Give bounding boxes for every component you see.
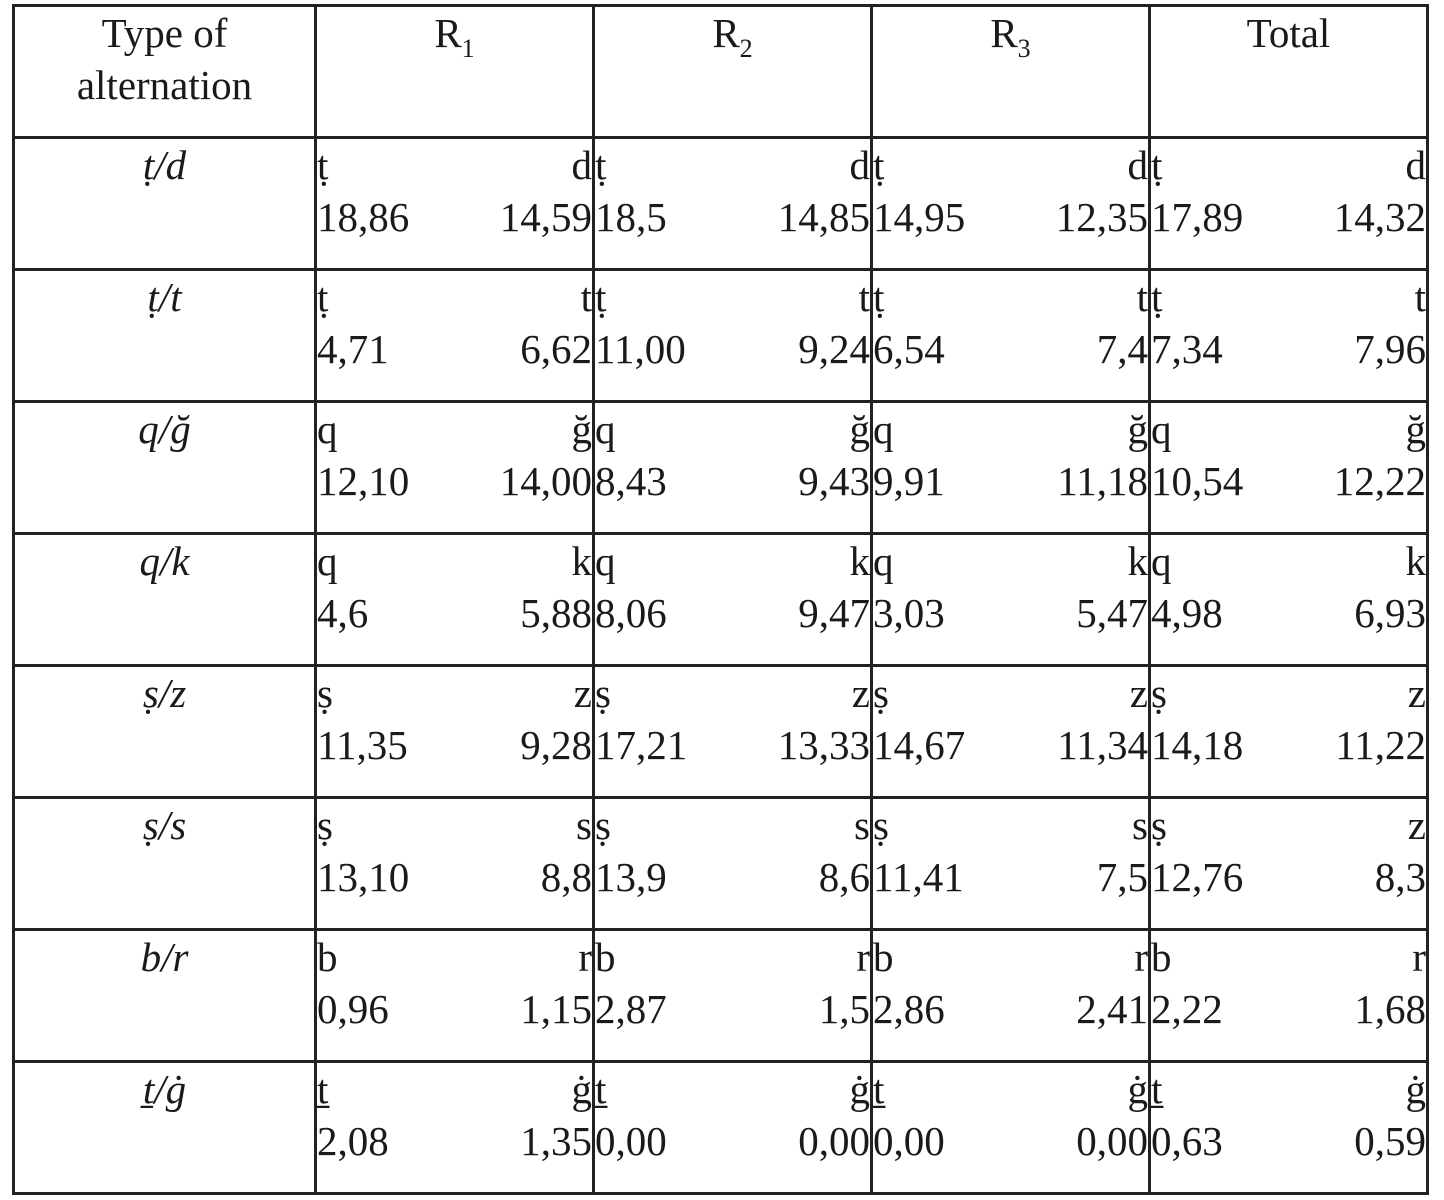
- left-letter: ṣ: [873, 670, 889, 716]
- right-value: 5,88: [520, 590, 592, 636]
- value-line: [1151, 587, 1426, 639]
- right-value: 13,33: [777, 722, 870, 768]
- table-row: [14, 1062, 1428, 1194]
- letter-line: [1151, 667, 1426, 719]
- table-row: [14, 798, 1428, 930]
- left-value: 6,54: [873, 326, 945, 372]
- left-letter: ṭ: [1151, 274, 1163, 320]
- right-value: 1,35: [520, 1118, 592, 1164]
- frequency-pair-cell: [1150, 666, 1428, 798]
- right-letter: k: [1127, 538, 1148, 584]
- right-value: 9,28: [520, 722, 592, 768]
- left-value: 3,03: [873, 590, 945, 636]
- left-value: 17,89: [1151, 194, 1244, 240]
- letter-line: [317, 799, 592, 851]
- left-value: 2,87: [595, 986, 667, 1032]
- region-header-r1: [316, 6, 594, 138]
- left-value: 10,54: [1151, 458, 1244, 504]
- right-value: 8,8: [540, 854, 592, 900]
- letter-line: [317, 535, 592, 587]
- value-line: [873, 719, 1148, 771]
- right-value: 6,62: [520, 326, 592, 372]
- value-line: [317, 983, 592, 1035]
- frequency-pair-cell: [872, 930, 1150, 1062]
- left-value: 4,6: [317, 590, 369, 636]
- value-line: [873, 455, 1148, 507]
- right-value: 12,22: [1333, 458, 1426, 504]
- left-value: 11,35: [317, 722, 408, 768]
- right-letter: z: [851, 670, 870, 716]
- right-letter: ğ: [849, 406, 870, 452]
- letter-line: [317, 1063, 592, 1115]
- right-letter: r: [1134, 934, 1148, 980]
- right-value: 11,18: [1057, 458, 1148, 504]
- frequency-pair-cell: [316, 534, 594, 666]
- letter-line: [595, 931, 870, 983]
- letter-line: [873, 667, 1148, 719]
- frequency-pair-cell: [594, 402, 872, 534]
- right-value: 7,4: [1096, 326, 1148, 372]
- frequency-pair-cell: [316, 270, 594, 402]
- left-letter: b: [317, 934, 338, 980]
- right-letter: k: [849, 538, 870, 584]
- value-line: [595, 851, 870, 903]
- letter-line: [1151, 931, 1426, 983]
- frequency-pair-cell: [316, 930, 594, 1062]
- left-value: 4,71: [317, 326, 389, 372]
- left-letter: ṭ: [595, 274, 607, 320]
- left-value: 7,34: [1151, 326, 1223, 372]
- header-row: [14, 6, 1428, 138]
- value-line: [1151, 851, 1426, 903]
- letter-line: [873, 271, 1148, 323]
- value-line: [317, 587, 592, 639]
- left-value: 0,63: [1151, 1118, 1223, 1164]
- value-line: [317, 455, 592, 507]
- right-value: 12,35: [1055, 194, 1148, 240]
- right-letter: ġ: [849, 1066, 870, 1112]
- right-letter: t: [858, 274, 870, 320]
- type-header-line1: Type of: [101, 10, 228, 56]
- left-letter: ṣ: [1151, 670, 1167, 716]
- right-value: 7,96: [1354, 326, 1426, 372]
- frequency-pair-cell: [316, 138, 594, 270]
- right-value: 1,5: [818, 986, 870, 1032]
- letter-line: [595, 1063, 870, 1115]
- letter-line: [317, 271, 592, 323]
- value-line: [1151, 1115, 1426, 1167]
- left-letter: ṭ: [317, 142, 329, 188]
- frequency-pair-cell: [316, 402, 594, 534]
- value-line: [595, 983, 870, 1035]
- right-letter: ġ: [1127, 1066, 1148, 1112]
- left-letter: ṯ: [595, 1066, 607, 1112]
- alternation-type-cell: ṭ/d: [14, 138, 316, 270]
- left-letter: ṯ: [873, 1066, 885, 1112]
- letter-line: [595, 535, 870, 587]
- left-value: 0,96: [317, 986, 389, 1032]
- left-letter: q: [317, 538, 338, 584]
- frequency-pair-cell: [872, 402, 1150, 534]
- right-value: 9,43: [798, 458, 870, 504]
- right-value: 14,85: [777, 194, 870, 240]
- right-value: 5,47: [1076, 590, 1148, 636]
- letter-line: [595, 403, 870, 455]
- letter-line: [873, 139, 1148, 191]
- letter-line: [595, 139, 870, 191]
- frequency-pair-cell: [316, 798, 594, 930]
- letter-line: [317, 139, 592, 191]
- right-letter: k: [571, 538, 592, 584]
- left-letter: ṣ: [1151, 802, 1167, 848]
- left-value: 14,18: [1151, 722, 1244, 768]
- left-letter: b: [1151, 934, 1172, 980]
- letter-line: [1151, 535, 1426, 587]
- left-value: 17,21: [595, 722, 688, 768]
- left-letter: ṯ: [1151, 1066, 1163, 1112]
- region-header-base: R: [990, 10, 1018, 56]
- frequency-pair-cell: [1150, 270, 1428, 402]
- alternation-type-cell: ṣ/s: [14, 798, 316, 930]
- total-header: Total: [1150, 6, 1428, 138]
- left-value: 14,95: [873, 194, 966, 240]
- table-row: [14, 270, 1428, 402]
- value-line: [1151, 719, 1426, 771]
- right-value: 9,24: [798, 326, 870, 372]
- alternation-type-cell: ṯ/ġ: [14, 1062, 316, 1194]
- letter-line: [317, 931, 592, 983]
- right-value: 2,41: [1076, 986, 1148, 1032]
- left-letter: q: [873, 406, 894, 452]
- alternation-type-cell: b/r: [14, 930, 316, 1062]
- value-line: [595, 587, 870, 639]
- left-letter: b: [595, 934, 616, 980]
- left-letter: ṣ: [317, 802, 333, 848]
- right-letter: ġ: [571, 1066, 592, 1112]
- left-value: 13,10: [317, 854, 410, 900]
- region-header-r3: [872, 6, 1150, 138]
- frequency-pair-cell: [594, 138, 872, 270]
- right-letter: d: [1405, 142, 1426, 188]
- frequency-pair-cell: [316, 1062, 594, 1194]
- left-value: 8,43: [595, 458, 667, 504]
- right-letter: t: [580, 274, 592, 320]
- frequency-pair-cell: [594, 798, 872, 930]
- left-letter: q: [1151, 406, 1172, 452]
- left-letter: ṣ: [873, 802, 889, 848]
- right-letter: r: [856, 934, 870, 980]
- left-letter: q: [1151, 538, 1172, 584]
- table-row: [14, 138, 1428, 270]
- region-header-base: R: [712, 10, 740, 56]
- left-value: 2,86: [873, 986, 945, 1032]
- left-value: 11,41: [873, 854, 964, 900]
- left-value: 0,00: [873, 1118, 945, 1164]
- letter-line: [595, 667, 870, 719]
- value-line: [873, 323, 1148, 375]
- right-value: 14,00: [499, 458, 592, 504]
- left-letter: ṭ: [873, 274, 885, 320]
- right-letter: s: [1132, 802, 1148, 848]
- letter-line: [873, 535, 1148, 587]
- letter-line: [595, 799, 870, 851]
- region-header-subscript: 1: [461, 34, 475, 63]
- frequency-pair-cell: [872, 1062, 1150, 1194]
- letter-line: [317, 667, 592, 719]
- right-letter: d: [849, 142, 870, 188]
- frequency-pair-cell: [872, 666, 1150, 798]
- letter-line: [1151, 1063, 1426, 1115]
- left-letter: ṭ: [595, 142, 607, 188]
- table-body: [14, 138, 1428, 1194]
- right-value: 1,68: [1354, 986, 1426, 1032]
- value-line: [317, 851, 592, 903]
- right-letter: d: [1127, 142, 1148, 188]
- value-line: [595, 1115, 870, 1167]
- right-letter: r: [1412, 934, 1426, 980]
- value-line: [317, 323, 592, 375]
- left-letter: ṣ: [595, 802, 611, 848]
- value-line: [873, 587, 1148, 639]
- frequency-pair-cell: [1150, 138, 1428, 270]
- left-letter: ṯ: [317, 1066, 329, 1112]
- value-line: [1151, 191, 1426, 243]
- right-letter: ğ: [571, 406, 592, 452]
- type-of-alternation-header: [14, 6, 316, 138]
- table-row: [14, 402, 1428, 534]
- alternation-type-cell: q/k: [14, 534, 316, 666]
- left-letter: q: [595, 406, 616, 452]
- frequency-pair-cell: [594, 270, 872, 402]
- right-value: 8,6: [818, 854, 870, 900]
- value-line: [317, 719, 592, 771]
- right-value: 14,59: [499, 194, 592, 240]
- value-line: [595, 455, 870, 507]
- letter-line: [873, 1063, 1148, 1115]
- value-line: [1151, 983, 1426, 1035]
- right-letter: ğ: [1405, 406, 1426, 452]
- letter-line: [873, 931, 1148, 983]
- letter-line: [1151, 139, 1426, 191]
- right-letter: s: [576, 802, 592, 848]
- frequency-pair-cell: [1150, 798, 1428, 930]
- right-value: 8,3: [1374, 854, 1426, 900]
- letter-line: [317, 403, 592, 455]
- right-letter: z: [1407, 802, 1426, 848]
- left-letter: q: [595, 538, 616, 584]
- left-letter: ṣ: [595, 670, 611, 716]
- left-value: 4,98: [1151, 590, 1223, 636]
- left-value: 12,76: [1151, 854, 1244, 900]
- letter-line: [873, 403, 1148, 455]
- left-value: 9,91: [873, 458, 945, 504]
- letter-line: [1151, 403, 1426, 455]
- right-letter: s: [854, 802, 870, 848]
- right-value: 6,93: [1354, 590, 1426, 636]
- left-letter: ṭ: [1151, 142, 1163, 188]
- table-row: [14, 930, 1428, 1062]
- left-letter: q: [873, 538, 894, 584]
- left-value: 2,22: [1151, 986, 1223, 1032]
- right-value: 0,00: [798, 1118, 870, 1164]
- value-line: [317, 191, 592, 243]
- left-letter: ṭ: [317, 274, 329, 320]
- right-letter: ğ: [1127, 406, 1148, 452]
- right-value: 11,22: [1335, 722, 1426, 768]
- right-value: 14,32: [1333, 194, 1426, 240]
- region-header-base: R: [434, 10, 462, 56]
- frequency-pair-cell: [872, 270, 1150, 402]
- frequency-pair-cell: [1150, 930, 1428, 1062]
- letter-line: [1151, 271, 1426, 323]
- value-line: [317, 1115, 592, 1167]
- letter-line: [1151, 799, 1426, 851]
- right-letter: z: [1407, 670, 1426, 716]
- right-letter: d: [571, 142, 592, 188]
- value-line: [595, 719, 870, 771]
- frequency-pair-cell: [594, 534, 872, 666]
- right-letter: z: [573, 670, 592, 716]
- right-value: 11,34: [1057, 722, 1148, 768]
- right-letter: t: [1136, 274, 1148, 320]
- left-value: 14,67: [873, 722, 966, 768]
- region-header-subscript: 3: [1017, 34, 1031, 63]
- left-value: 0,00: [595, 1118, 667, 1164]
- right-letter: t: [1414, 274, 1426, 320]
- frequency-pair-cell: [872, 138, 1150, 270]
- frequency-pair-cell: [594, 1062, 872, 1194]
- frequency-pair-cell: [1150, 402, 1428, 534]
- value-line: [595, 191, 870, 243]
- left-letter: q: [317, 406, 338, 452]
- left-value: 13,9: [595, 854, 667, 900]
- value-line: [873, 983, 1148, 1035]
- alternation-type-cell: ṣ/z: [14, 666, 316, 798]
- left-value: 2,08: [317, 1118, 389, 1164]
- left-value: 18,5: [595, 194, 667, 240]
- left-value: 18,86: [317, 194, 410, 240]
- region-header-subscript: 2: [739, 34, 753, 63]
- table-row: [14, 534, 1428, 666]
- table-row: [14, 666, 1428, 798]
- value-line: [1151, 455, 1426, 507]
- right-letter: ġ: [1405, 1066, 1426, 1112]
- type-header-line2: alternation: [76, 62, 253, 108]
- alternation-frequency-table: [12, 4, 1429, 1195]
- left-value: 12,10: [317, 458, 410, 504]
- alternation-type-cell: q/ğ: [14, 402, 316, 534]
- value-line: [873, 851, 1148, 903]
- frequency-pair-cell: [872, 798, 1150, 930]
- letter-line: [595, 271, 870, 323]
- right-value: 0,59: [1354, 1118, 1426, 1164]
- right-letter: r: [578, 934, 592, 980]
- value-line: [595, 323, 870, 375]
- right-letter: z: [1129, 670, 1148, 716]
- frequency-pair-cell: [1150, 1062, 1428, 1194]
- letter-line: [873, 799, 1148, 851]
- right-value: 7,5: [1096, 854, 1148, 900]
- left-letter: b: [873, 934, 894, 980]
- right-value: 1,15: [520, 986, 592, 1032]
- region-header-r2: [594, 6, 872, 138]
- frequency-pair-cell: [1150, 534, 1428, 666]
- left-letter: ṭ: [873, 142, 885, 188]
- right-value: 0,00: [1076, 1118, 1148, 1164]
- frequency-pair-cell: [594, 930, 872, 1062]
- value-line: [873, 1115, 1148, 1167]
- frequency-pair-cell: [594, 666, 872, 798]
- left-value: 11,00: [595, 326, 686, 372]
- left-value: 8,06: [595, 590, 667, 636]
- right-value: 9,47: [798, 590, 870, 636]
- value-line: [1151, 323, 1426, 375]
- left-letter: ṣ: [317, 670, 333, 716]
- frequency-pair-cell: [316, 666, 594, 798]
- frequency-pair-cell: [872, 534, 1150, 666]
- value-line: [873, 191, 1148, 243]
- right-letter: k: [1405, 538, 1426, 584]
- alternation-type-cell: ṭ/t: [14, 270, 316, 402]
